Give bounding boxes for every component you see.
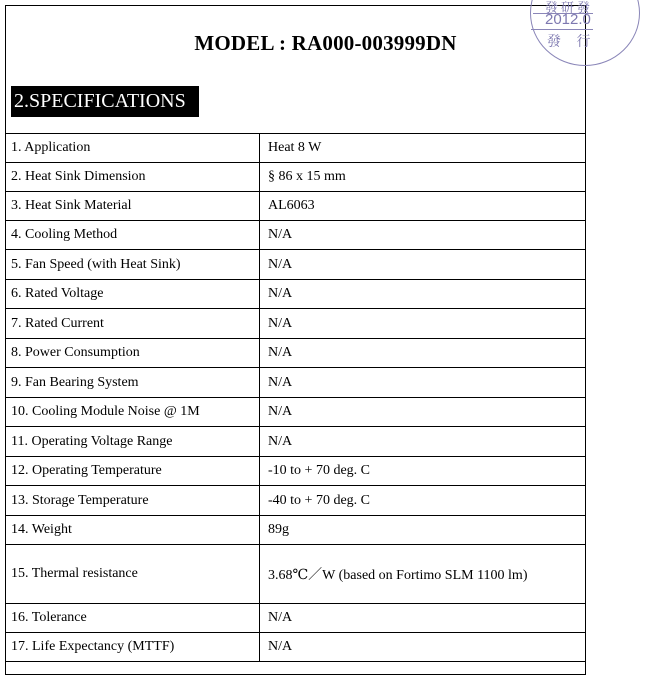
spec-value: N/A [260, 339, 586, 368]
spec-value: -40 to + 70 deg. C [260, 486, 586, 516]
table-row [6, 163, 586, 192]
table-row [6, 516, 586, 545]
spec-label: 16. Tolerance [6, 604, 260, 633]
table-row [6, 250, 586, 280]
table-row [6, 486, 586, 516]
spec-value: 3.68℃／W (based on Fortimo SLM 1100 lm) [260, 545, 586, 604]
table-row [6, 604, 586, 633]
spec-value: N/A [260, 604, 586, 633]
spec-value: -10 to + 70 deg. C [260, 457, 586, 486]
spec-label: 5. Fan Speed (with Heat Sink) [6, 250, 260, 280]
stamp-divider [531, 29, 593, 30]
spec-value: 89g [260, 516, 586, 545]
stamp-top-text: 發研發 [545, 0, 594, 15]
spec-label: 13. Storage Temperature [6, 486, 260, 516]
spec-value: Heat 8 W [260, 134, 586, 163]
spec-value: N/A [260, 221, 586, 250]
spec-label: 1. Application [6, 134, 260, 163]
spec-label: 3. Heat Sink Material [6, 192, 260, 221]
table-row [6, 545, 586, 604]
table-row [6, 192, 586, 221]
spec-label: 17. Life Expectancy (MTTF) [6, 633, 260, 662]
model-title: MODEL : RA000-003999DN [194, 31, 457, 55]
spec-label: 12. Operating Temperature [6, 457, 260, 486]
stamp-date: 2012.0 [545, 11, 591, 28]
spec-label: 8. Power Consumption [6, 339, 260, 368]
spec-value: N/A [260, 398, 586, 427]
specifications-table [5, 133, 586, 662]
spec-value: N/A [260, 309, 586, 339]
spec-label: 11. Operating Voltage Range [6, 427, 260, 457]
spec-value: AL6063 [260, 192, 586, 221]
spec-label: 6. Rated Voltage [6, 280, 260, 309]
spec-label: 9. Fan Bearing System [6, 368, 260, 398]
spec-value: N/A [260, 368, 586, 398]
table-row [6, 339, 586, 368]
spec-label: 2. Heat Sink Dimension [6, 163, 260, 192]
table-row [6, 280, 586, 309]
spec-value: § 86 x 15 mm [260, 163, 586, 192]
table-row [6, 309, 586, 339]
table-row [6, 457, 586, 486]
section-heading: 2.SPECIFICATIONS [11, 86, 199, 117]
table-row [6, 633, 586, 662]
spec-value: N/A [260, 633, 586, 662]
stamp-bottom-text: 發 行 [547, 35, 597, 50]
spec-label: 10. Cooling Module Noise @ 1M [6, 398, 260, 427]
spec-value: N/A [260, 250, 586, 280]
spec-label: 4. Cooling Method [6, 221, 260, 250]
table-row [6, 221, 586, 250]
spec-label: 7. Rated Current [6, 309, 260, 339]
table-row [6, 134, 586, 163]
spec-label: 14. Weight [6, 516, 260, 545]
table-row [6, 368, 586, 398]
spec-label: 15. Thermal resistance [6, 545, 260, 604]
table-row [6, 427, 586, 457]
spec-value: N/A [260, 427, 586, 457]
table-row [6, 398, 586, 427]
spec-value: N/A [260, 280, 586, 309]
